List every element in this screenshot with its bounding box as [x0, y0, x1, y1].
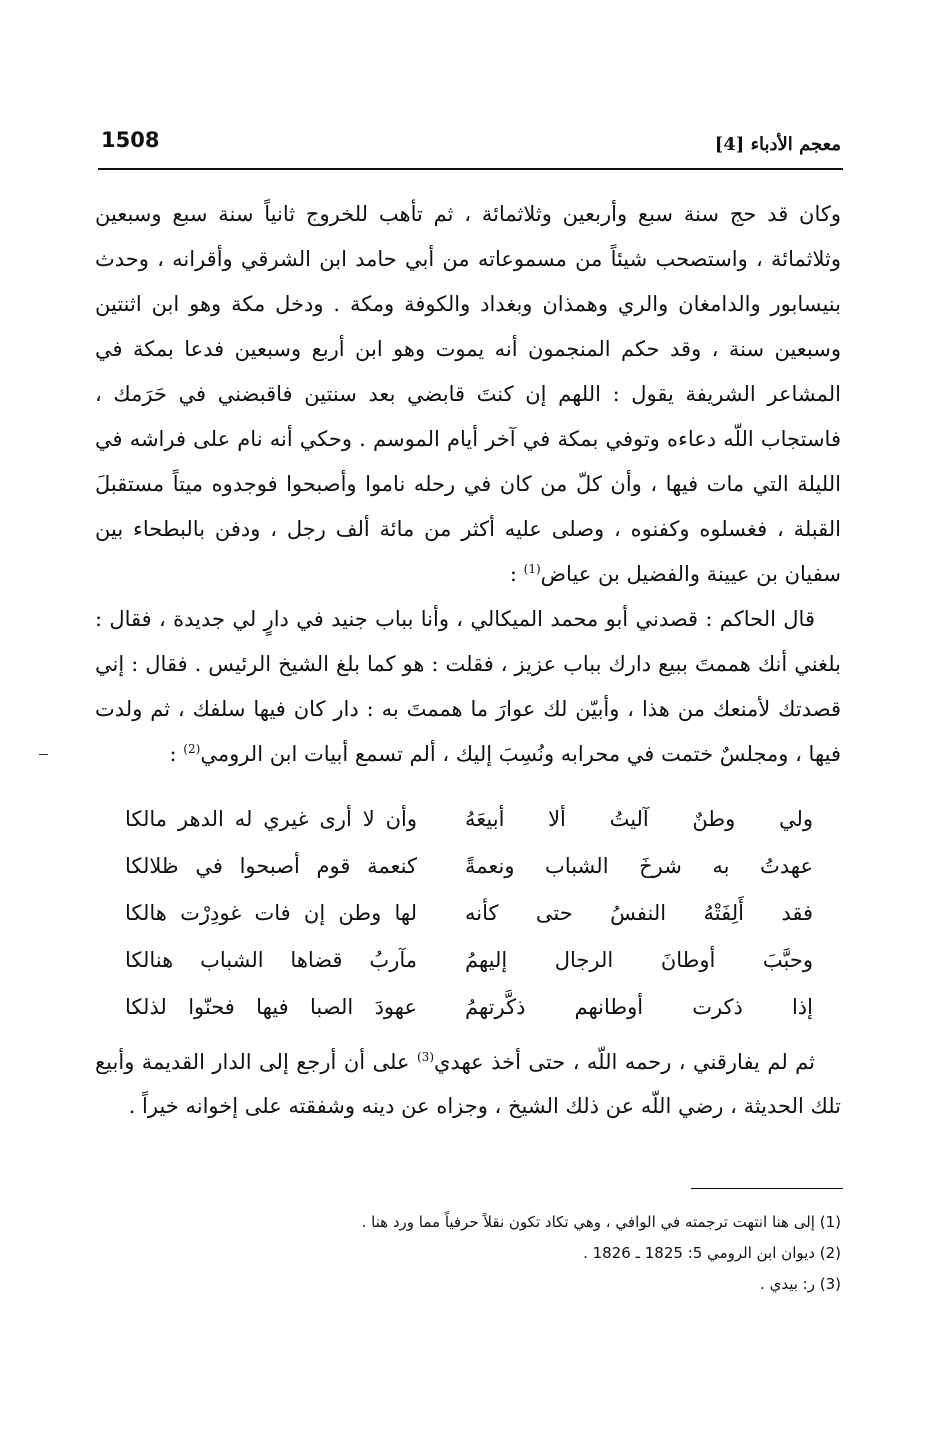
poem-verse — [95, 795, 841, 842]
running-title: معجم الأدباء [4] — [714, 134, 841, 155]
poem — [95, 795, 841, 1030]
verse-first-hemistich: إذا ذكرت أوطانهم ذكَّرتهمُ — [465, 994, 813, 1019]
closing-text-1: ثم لم يفارقني ، رحمه اللّه ، حتى أخذ عهدي — [434, 1050, 816, 1074]
footnote-ref-2: (2) — [183, 742, 201, 756]
paragraph-1-text: وكان قد حج سنة سبع وأربعين وثلاثمائة ، ثم تأهب للخروج ثانياً سنة سبع وسبعين وثلاثمائة ، واستصحب شيئاً من مسموعاته من أبي حامد ابن الشرقي وأقرانه ، وحدث بنيسابور والدامغان والري وهمذان وبغداد والكوفة ومكة . ودخل مكة وهو ابن اثنتين وسبعين سنة ، وقد حكم المنجمون أنه يموت وهو ابن أربع وسبعين فدعا بمكة في المشاعر الشريفة يقول : اللهم إن كنتَ قابضي بعد سنتين فاقبضني في حَرَمك ، فاستجاب اللّه دعاءه وتوفي بمكة في آخر أيام الموسم . وحكي أنه نام على فراشه في الليلة التي مات فيها ، وأن كلّ من كان في رحله ناموا وأصبحوا فوجدوه ميتاً مستقبلَ القبلة ، فغسلوه وكفنوه ، وصلى عليه أكثر من مائة ألف رجل ، ودفن بالبطحاء بين سفيان بن عيينة والفضيل بن عياض — [95, 202, 841, 586]
verse-second-hemistich: كنعمة قوم أصبحوا في ظلالكا — [125, 853, 417, 878]
footnote-1: (1) إلى هنا انتهت ترجمته في الوافي ، وهي تكاد تكون نقلاً حرفياً مما ورد هنا . — [361, 1213, 841, 1231]
verse-second-hemistich: مآربُ قضاها الشباب هنالكا — [125, 947, 417, 972]
verse-second-hemistich: لها وطن إن فات غودِرْت هالكا — [125, 900, 417, 925]
footnote-ref-1: (1) — [523, 562, 541, 576]
closing-text-2: على أن أرجع إلى الدار القديمة وأبيع تلك الحديثة ، رضي اللّه عن ذلك الشيخ ، وجزاه عن دينه وشفقته على إخوانه خيراً . — [95, 1050, 841, 1118]
main-text — [95, 192, 841, 777]
footnote-3: (3) ر: بيدي . — [760, 1275, 841, 1293]
verse-first-hemistich: عهدتُ به شرخَ الشباب ونعمةً — [465, 853, 813, 878]
footnote-divider — [691, 1188, 843, 1189]
page-number: 1508 — [101, 128, 160, 152]
poem-verse — [95, 936, 841, 983]
margin-mark — [39, 754, 48, 755]
paragraph-2-end: : — [169, 742, 184, 766]
verse-first-hemistich: ولي وطنٌ آليتُ ألا أبيعَهُ — [465, 806, 813, 831]
poem-verse — [95, 983, 841, 1030]
poem-verse — [95, 889, 841, 936]
footnote-2: (2) ديوان ابن الرومي 5: 1825 ـ 1826 . — [583, 1244, 841, 1262]
paragraph-2 — [95, 597, 841, 777]
footnotes — [150, 1207, 841, 1300]
paragraph-2-text: قال الحاكم : قصدني أبو محمد الميكالي ، وأنا بباب جنيد في دارٍ لي جديدة ، فقال : بلغني أنك هممتَ ببيع دارك بباب عزيز ، فقلت : هو كما بلغ الشيخ الرئيس . فقال : إني قصدتك لأمنعك من هذا ، وأبيّن لك عوارَ ما هممتَ به : دار كان فيها سلفك ، ثم ولدت فيها ، ومجلسٌ ختمت في محرابه ونُسِبَ إليك ، ألم تسمع أبيات ابن الرومي — [95, 607, 841, 766]
poem-verse — [95, 842, 841, 889]
verse-first-hemistich: وحبَّبَ أوطانَ الرجال إليهمُ — [465, 947, 813, 972]
verse-first-hemistich: فقد أَلِفَتْهُ النفسُ حتى كأنه — [465, 900, 813, 925]
footnote-ref-3: (3) — [416, 1050, 434, 1064]
header-divider — [98, 168, 843, 170]
verse-second-hemistich: عهودَ الصبا فيها فحنّوا لذلكا — [125, 994, 417, 1019]
verse-second-hemistich: وأن لا أرى غيري له الدهر مالكا — [125, 806, 417, 831]
closing-paragraph — [95, 1040, 841, 1128]
paragraph-1 — [95, 192, 841, 597]
paragraph-1-end: : — [509, 562, 524, 586]
